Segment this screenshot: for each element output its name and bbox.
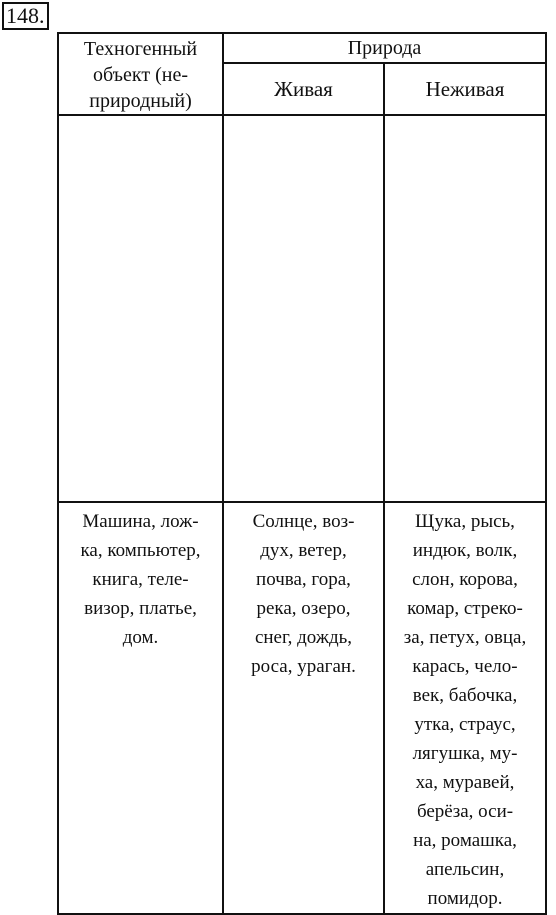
cell-line: роса, ураган. <box>251 656 356 677</box>
cell-line: помидор. <box>427 888 503 909</box>
cell-line: берёза, оси- <box>416 801 514 822</box>
cell-line: ка, компьютер, <box>80 540 201 561</box>
cell-line: снег, дождь, <box>254 627 353 648</box>
header-nature: Природа <box>223 33 546 63</box>
cell-line: комар, стреко- <box>407 598 523 619</box>
classification-table <box>57 32 547 915</box>
cell-line: Солнце, воз- <box>252 511 355 532</box>
cell-line: индюк, волк, <box>412 540 518 561</box>
header-living: Живая <box>223 63 384 115</box>
cell-technogenic <box>58 502 223 914</box>
cell-line: ха, муравей, <box>415 772 515 793</box>
header-gap-row <box>58 115 546 502</box>
cell-living-nature <box>384 502 546 914</box>
cell-line: дом. <box>122 627 159 648</box>
cell-line: карась, чело- <box>412 656 518 677</box>
cell-line: книга, теле- <box>92 569 189 590</box>
header-nonliving: Неживая <box>384 63 546 115</box>
cell-line: река, озеро, <box>256 598 351 619</box>
gap-cell <box>58 115 223 502</box>
cell-line: век, бабочка, <box>412 685 518 706</box>
header-technogenic-line: природный) <box>89 90 192 112</box>
content-row <box>58 502 546 914</box>
cell-line: утка, страус, <box>414 714 516 735</box>
cell-line: визор, платье, <box>84 598 197 619</box>
cell-line: дух, ветер, <box>260 540 347 561</box>
cell-line: слон, корова, <box>412 569 518 590</box>
header-technogenic-line: объект (не- <box>93 64 188 86</box>
cell-line: на, ромашка, <box>413 830 517 851</box>
gap-cell <box>223 115 384 502</box>
header-technogenic-line: Техногенный <box>83 38 198 60</box>
cell-nonliving-nature <box>223 502 384 914</box>
header-technogenic <box>58 33 223 115</box>
gap-cell <box>384 115 546 502</box>
exercise-number: 148. <box>2 2 49 30</box>
cell-line: апельсин, <box>425 859 505 880</box>
cell-line: за, петух, овца, <box>403 627 527 648</box>
cell-line: почва, гора, <box>256 569 351 590</box>
header-row-top <box>58 33 546 63</box>
cell-line: лягушка, му- <box>412 743 518 764</box>
cell-line: Щука, рысь, <box>415 511 515 532</box>
cell-line: Машина, лож- <box>82 511 199 532</box>
